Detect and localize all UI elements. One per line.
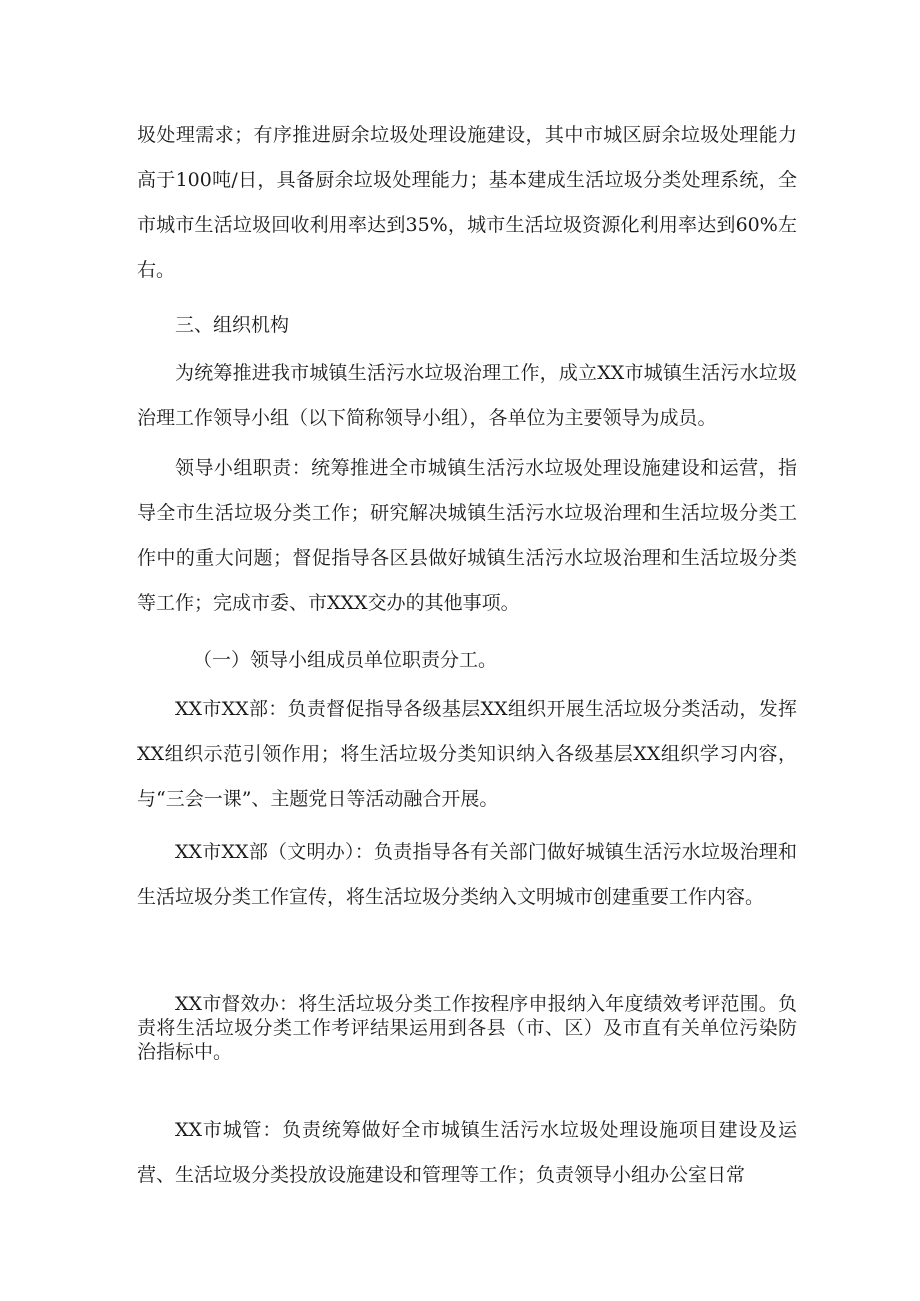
subheading-member-duties: （一）领导小组成员单位职责分工。 <box>193 649 498 671</box>
paragraph-dept-civilization-office: XX市XX部（文明办）：负责指导各有关部门做好城镇生活污水垃圾治理和生活垃圾分类工作宣传，将生活垃圾分类纳入文明城市创建重要工作内容。 <box>137 841 797 908</box>
paragraph-supervision-office: XX市督效办：将生活垃圾分类工作按程序申报纳入年度绩效考评范围。负责将生活垃圾分类工作考评结果运用到各县（市、区）及市直有关单位污染防治指标中。 <box>137 993 797 1063</box>
paragraph-group-duties: 领导小组职责：统筹推进全市城镇生活污水垃圾处理设施建设和运营，指导全市生活垃圾分类工作；研究解决城镇生活污水垃圾治理和生活垃圾分类工作中的重大问题；督促指导各区县做好城镇生活污水垃圾治理和生活垃圾分类等工作；完成市委、市XXX交办的其他事项。 <box>137 457 797 614</box>
paragraph-leading-group: 为统筹推进我市城镇生活污水垃圾治理工作，成立XX市城镇生活污水垃圾治理工作领导小组（以下简称领导小组），各单位为主要领导为成员。 <box>137 362 797 429</box>
paragraph-dept-1: XX市XX部：负责督促指导各级基层XX组织开展生活垃圾分类活动，发挥XX组织示范引领作用；将生活垃圾分类知识纳入各级基层XX组织学习内容，与“三会一课”、主题党日等活动融合开展。 <box>137 698 797 810</box>
section-heading-organization: 三、组织机构 <box>175 314 290 336</box>
paragraph-waste-targets: 圾处理需求；有序推进厨余垃圾处理设施建设，其中市城区厨余垃圾处理能力高于100吨/日，具备厨余垃圾处理能力；基本建成生活垃圾分类处理系统，全市城市生活垃圾回收利用率达到35%，城市生活垃圾资源化利用率达到60%左右。 <box>137 124 797 281</box>
paragraph-city-management: XX市城管：负责统筹做好全市城镇生活污水垃圾处理设施项目建设及运营、生活垃圾分类投放设施建设和管理等工作；负责领导小组办公室日常 <box>137 1119 797 1186</box>
